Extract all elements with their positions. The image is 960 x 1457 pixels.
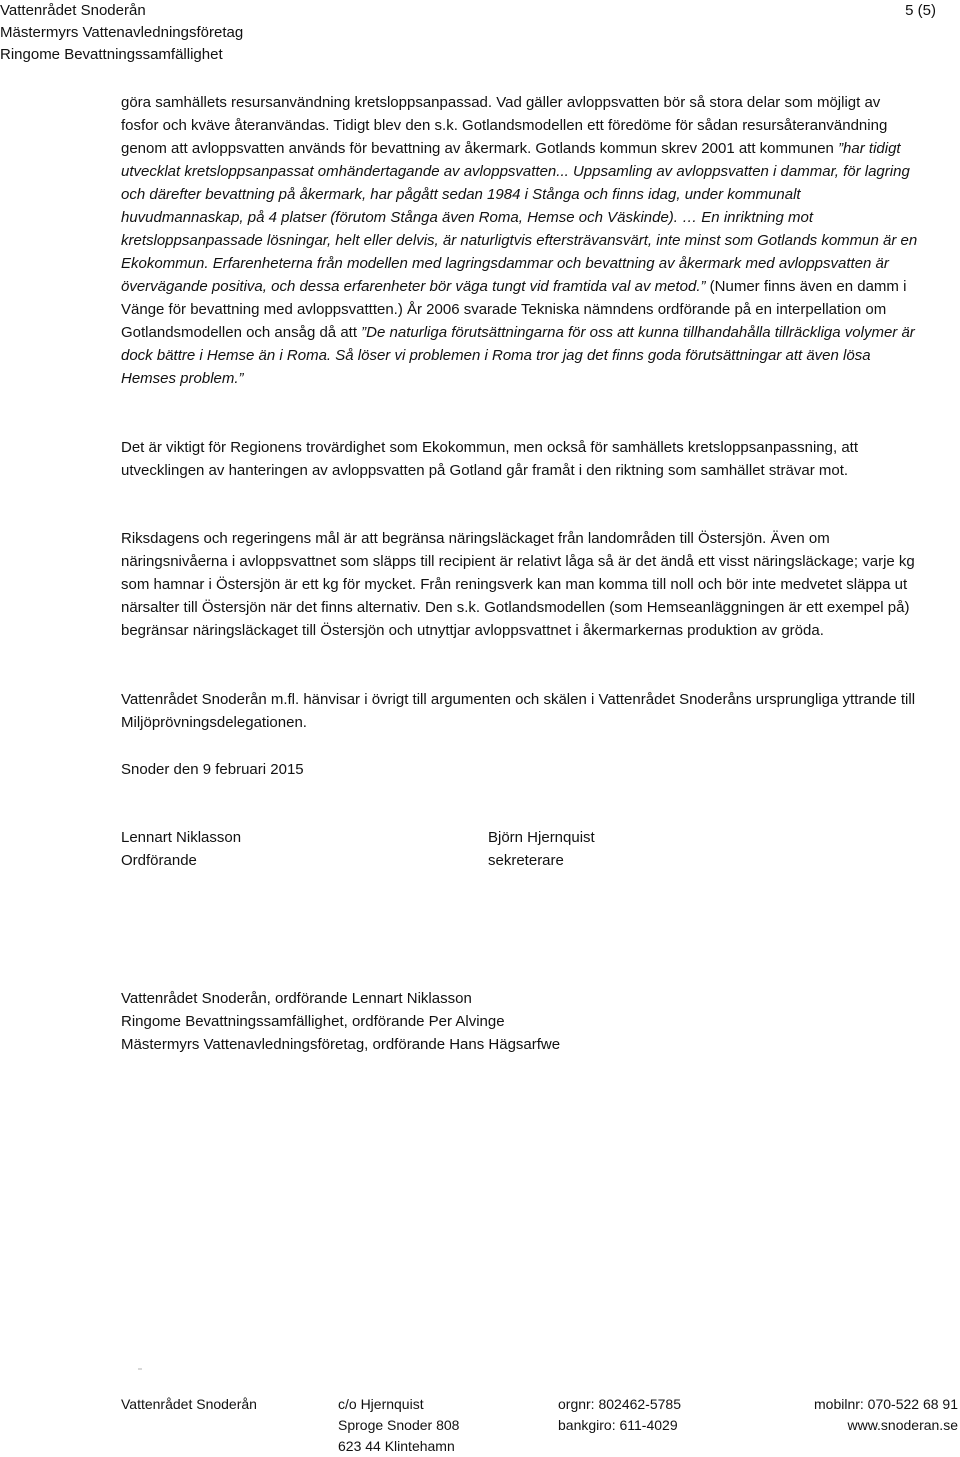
page-number: 5 (5): [905, 2, 936, 19]
footer-bankgiro: bankgiro: 611-4029: [558, 1417, 678, 1433]
signature-right-role: sekreterare: [488, 852, 564, 869]
header-org-2: Mästermyrs Vattenavledningsföretag: [0, 24, 244, 41]
body-paragraph-1: [121, 91, 921, 390]
footer-org: Vattenrådet Snoderån: [121, 1396, 257, 1412]
header-org-name: Vattenrådet Snoderån: [0, 2, 146, 19]
footer-mobile: mobilnr: 070-522 68 91: [814, 1396, 958, 1412]
chair-line-1: Vattenrådet Snoderån, ordförande Lennart Niklasson: [121, 990, 472, 1007]
quote-municipality-2001: ”har tidigt utvecklat kretsloppsanpassat omhändertagande av avloppsvatten... Uppsamling av avloppsvatten i dammar, för lagring och därefter bevattning på åkermark, har pågått sedan 1984 i Stånga och finns idag, under kommunalt huvudmannaskap, på 4 platser (förutom Stånga även Roma, Hemse och Väskinde). … En inriktning mot kretsloppsanpassade lösningar, helt eller delvis, är naturligtvis eftersträvansvärt, inte minst som Gotlands kommun är en Ekokommun. Erfarenheterna från modellen med lagringsdammar och bevattning av åkermark med avloppsvatten är övervägande positiva, och dessa erfarenheter bör väga tungt vid framtida val av metod.”: [121, 140, 918, 295]
footer-orgnr: orgnr: 802462-5785: [558, 1396, 681, 1412]
body-paragraph-2: Det är viktigt för Regionens trovärdighet som Ekokommun, men också för samhällets kretsloppsanpassning, att utvecklingen av hanteringen av avloppsvatten på Gotland går framåt i den riktning som samhället strävar mot.: [121, 439, 859, 479]
signature-left-name: Lennart Niklasson: [121, 829, 242, 846]
quote-technical-committee: ”De naturliga förutsättningarna för oss att kunna tillhandahålla tillräckliga volymer är dock bättre i Hemse än i Roma. Så löser vi problemen i Roma tror jag det finns goda förutsättningar att även lösa Hemses problem.”: [121, 324, 915, 387]
signature-left-role: Ordförande: [121, 852, 197, 869]
date-line: Snoder den 9 februari 2015: [121, 761, 304, 778]
faint-mark: [138, 1368, 142, 1370]
signature-right-name: Björn Hjernquist: [488, 829, 595, 846]
footer-postal: 623 44 Klintehamn: [338, 1438, 455, 1454]
p1-text-2: (Numer finns även en damm i Vänge för bevattning med avloppsvattten.) År 2006 svarade Tekniska nämndens ordförande på en interpellation om Gotlandsmodellen och ansåg då att: [121, 278, 907, 341]
body-paragraph-3: Riksdagens och regeringens mål är att begränsa näringsläckaget från landområden till Östersjön. Även om näringsnivåerna i avloppsvattnet som släpps till recipient är relativt låga så är det ändå ett visst näringsläckage; varje kg som hamnar i Östersjön är ett kg för mycket. Från reningsverk kan man komma till noll och bör inte medvetet släppa ut närsalter till Östersjön när det finns alternativ. Den s.k. Gotlandsmodellen (som Hemseanläggningen är ett exempel på) begränsar näringsläckaget till Östersjön och utnyttjar avloppsvattnet i åkermarkernas produktion av gröda.: [121, 530, 915, 639]
header-org-3: Ringome Bevattningssamfällighet: [0, 46, 223, 63]
footer-website-link[interactable]: www.snoderan.se: [847, 1417, 958, 1433]
chair-line-3: Mästermyrs Vattenavledningsföretag, ordförande Hans Hägsarfwe: [121, 1036, 561, 1053]
footer-street: Sproge Snoder 808: [338, 1417, 460, 1433]
p1-text-1: göra samhällets resursanvändning kretsloppsanpassad. Vad gäller avloppsvatten bör så stora delar som möjligt av fosfor och kväve återanvändas. Tidigt blev den s.k. Gotlandsmodellen ett föredöme för sådan resursåteranvändning genom att avloppsvatten används för bevattning av åkermark. Gotlands kommun skrev 2001 att kommunen: [121, 94, 888, 157]
chair-line-2: Ringome Bevattningssamfällighet, ordförande Per Alvinge: [121, 1013, 505, 1030]
body-paragraph-4: Vattenrådet Snoderån m.fl. hänvisar i övrigt till argumenten och skälen i Vattenrådet Snoderåns ursprungliga yttrande till Miljöprövningsdelegationen.: [121, 691, 916, 731]
footer-co: c/o Hjernquist: [338, 1396, 424, 1412]
